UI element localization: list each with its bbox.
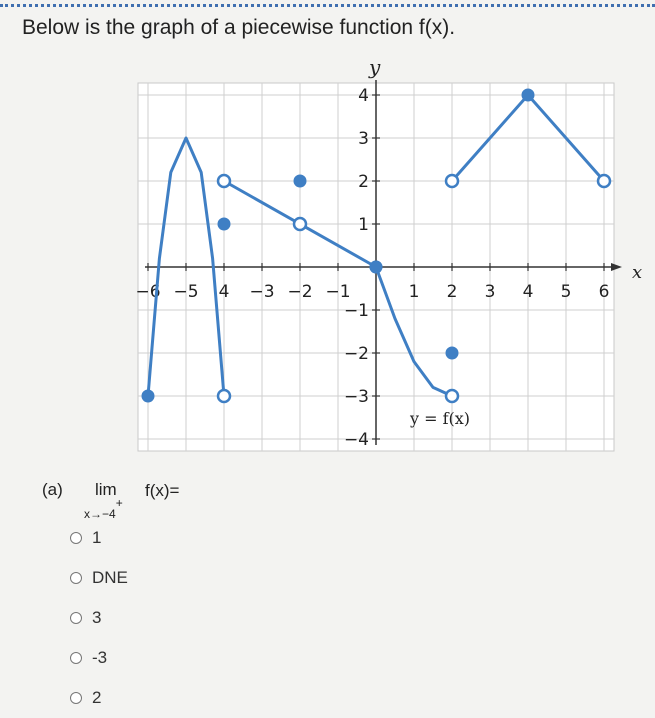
x-tick-label: 5 (560, 282, 572, 302)
x-axis-label: x (632, 262, 643, 283)
y-tick-label: −3 (343, 387, 369, 407)
option-label: 3 (92, 608, 102, 627)
x-tick-label: 6 (598, 282, 610, 302)
y-tick-label: −4 (343, 430, 369, 450)
x-tick-label: 4 (218, 282, 230, 302)
option-label: 1 (92, 528, 102, 547)
closed-point (522, 89, 534, 101)
part-a-label: (a) (42, 480, 63, 499)
radio-icon[interactable] (70, 532, 82, 544)
x-axis-arrow-icon (611, 263, 622, 271)
option-label: 2 (92, 688, 102, 707)
y-tick-label: −2 (343, 344, 369, 364)
limit-symbol: lim (95, 480, 117, 499)
radio-icon[interactable] (70, 692, 82, 704)
closed-point (370, 261, 382, 273)
closed-point (446, 347, 458, 359)
closed-point (142, 390, 154, 402)
option-neg-3[interactable] (70, 638, 128, 678)
open-point (598, 175, 610, 187)
x-tick-label: 3 (484, 282, 496, 302)
y-tick-label: 2 (358, 172, 369, 192)
y-tick-label: 3 (358, 129, 369, 149)
open-point (446, 175, 458, 187)
closed-point (218, 218, 230, 230)
y-tick-label: −1 (343, 301, 369, 321)
open-point (218, 390, 230, 402)
limit-approach: x→−4 (84, 507, 116, 521)
open-point (294, 218, 306, 230)
limit-expression: f(x)= (145, 481, 180, 500)
option-label: -3 (92, 648, 108, 667)
radio-icon[interactable] (70, 652, 82, 664)
open-point (446, 390, 458, 402)
x-tick-label: 4 (522, 282, 534, 302)
curve-label: y = f(x) (410, 409, 471, 428)
x-tick-label: −3 (249, 282, 275, 302)
option-1[interactable] (70, 518, 128, 558)
x-tick-label: −6 (135, 282, 161, 302)
closed-point (294, 175, 306, 187)
answer-options (70, 518, 128, 718)
option-2[interactable] (70, 678, 128, 718)
option-label: DNE (92, 568, 128, 587)
x-tick-label: −1 (325, 282, 351, 302)
limit-side: + (115, 496, 123, 510)
y-tick-label: 1 (358, 215, 369, 235)
radio-icon[interactable] (70, 572, 82, 584)
x-tick-label: 2 (446, 282, 458, 302)
x-tick-label: −5 (173, 282, 199, 302)
y-tick-label: 4 (358, 86, 369, 106)
option-dne[interactable] (70, 558, 128, 598)
open-point (218, 175, 230, 187)
option-3[interactable] (70, 598, 128, 638)
radio-icon[interactable] (70, 612, 82, 624)
y-axis-label: y (369, 55, 381, 79)
question-title: Below is the graph of a piecewise function f(x). (22, 16, 456, 39)
x-tick-label: −2 (287, 282, 313, 302)
x-tick-label: 1 (408, 282, 420, 302)
